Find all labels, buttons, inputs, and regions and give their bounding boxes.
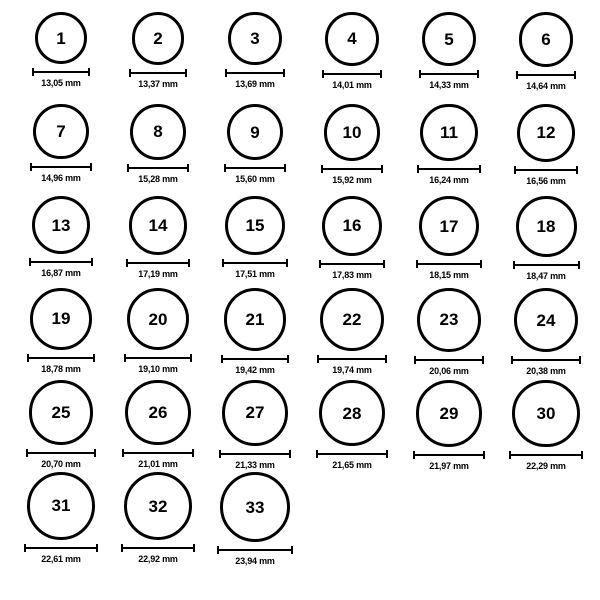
ring-diameter-label: 16,56 mm xyxy=(526,175,566,186)
ring-diameter-label: 23,94 mm xyxy=(235,556,275,566)
measure-cap-right xyxy=(185,69,187,77)
ring-size-label: 28 xyxy=(342,403,362,423)
measure-cap-right xyxy=(482,356,484,364)
measure-line xyxy=(322,73,382,75)
ring-circle xyxy=(325,12,379,66)
measure-cap-right xyxy=(386,450,388,458)
measure-cap-right xyxy=(88,68,90,76)
diameter-measure-bar xyxy=(126,259,191,266)
ring-circle xyxy=(319,380,385,446)
ring-size-cell xyxy=(115,288,201,374)
ring-diameter-label: 20,38 mm xyxy=(526,366,566,377)
ring-size-cell xyxy=(18,380,104,469)
ring-size-label: 11 xyxy=(440,123,458,143)
ring-circle xyxy=(225,196,284,255)
ring-size-cell xyxy=(115,196,201,279)
ring-size-cell xyxy=(309,104,395,185)
diameter-measure-bar xyxy=(29,258,93,265)
diameter-measure-bar xyxy=(225,69,284,76)
measure-line xyxy=(419,73,479,75)
measure-line xyxy=(319,263,385,265)
measure-cap-left xyxy=(513,261,515,269)
ring-diameter-label: 20,70 mm xyxy=(41,458,81,469)
ring-size-cell xyxy=(212,288,298,375)
measure-cap-right xyxy=(90,163,92,171)
ring-diameter-label: 17,51 mm xyxy=(235,269,275,280)
measure-cap-left xyxy=(127,164,129,172)
ring-circle xyxy=(320,288,383,351)
diameter-measure-bar xyxy=(124,354,192,361)
ring-size-cell xyxy=(309,380,395,470)
ring-diameter-label: 15,92 mm xyxy=(332,174,372,185)
measure-cap-right xyxy=(385,355,387,363)
ring-circle xyxy=(228,12,281,65)
ring-size-label: 13 xyxy=(51,215,71,235)
ring-size-cell xyxy=(18,288,104,374)
diameter-measure-bar xyxy=(224,164,286,171)
ring-size-cell xyxy=(115,472,201,564)
ring-size-cell xyxy=(309,288,395,375)
measure-cap-left xyxy=(222,259,224,267)
diameter-measure-bar xyxy=(511,356,581,363)
ring-size-label: 27 xyxy=(245,403,265,423)
measure-cap-right xyxy=(286,259,288,267)
measure-cap-left xyxy=(322,70,324,78)
ring-size-cell xyxy=(503,380,589,471)
ring-size-cell xyxy=(212,12,298,89)
measure-cap-left xyxy=(514,166,516,174)
ring-size-cell xyxy=(115,12,201,89)
ring-size-label: 6 xyxy=(541,29,551,49)
measure-line xyxy=(29,261,93,263)
measure-cap-right xyxy=(574,71,576,79)
diameter-measure-bar xyxy=(316,450,388,457)
ring-size-cell xyxy=(406,288,492,376)
ring-size-cell xyxy=(18,196,104,278)
measure-cap-left xyxy=(30,163,32,171)
diameter-measure-bar xyxy=(27,354,95,361)
measure-cap-left xyxy=(126,259,128,267)
ring-circle xyxy=(129,196,188,255)
measure-cap-left xyxy=(516,71,518,79)
ring-diameter-label: 18,47 mm xyxy=(526,271,566,281)
ring-size-label: 16 xyxy=(342,216,362,236)
ring-diameter-label: 21,97 mm xyxy=(429,460,469,471)
ring-circle xyxy=(125,380,190,445)
ring-size-cell xyxy=(309,12,395,90)
measure-cap-right xyxy=(287,355,289,363)
ring-size-cell xyxy=(212,104,298,184)
measure-line xyxy=(30,166,91,168)
measure-line xyxy=(124,357,192,359)
measure-line xyxy=(225,72,284,74)
measure-cap-left xyxy=(122,449,124,457)
diameter-measure-bar xyxy=(513,261,580,268)
ring-size-label: 18 xyxy=(536,217,556,236)
ring-circle xyxy=(512,380,579,447)
measure-cap-right xyxy=(581,451,583,459)
measure-cap-left xyxy=(417,165,419,173)
measure-line xyxy=(217,549,293,551)
ring-circle xyxy=(130,104,186,160)
diameter-measure-bar xyxy=(509,451,582,458)
ring-size-cell xyxy=(309,196,395,280)
measure-cap-left xyxy=(419,70,421,78)
ring-size-cell xyxy=(503,104,589,186)
ring-size-cell xyxy=(503,196,589,281)
measure-cap-right xyxy=(289,450,291,458)
measure-cap-right xyxy=(187,164,189,172)
ring-circle xyxy=(514,288,578,352)
ring-circle xyxy=(517,104,575,162)
measure-cap-left xyxy=(416,260,418,268)
ring-circle xyxy=(417,288,481,352)
ring-size-label: 10 xyxy=(342,122,362,142)
measure-cap-right xyxy=(477,70,479,78)
measure-cap-left xyxy=(317,355,319,363)
ring-diameter-label: 14,64 mm xyxy=(526,80,566,91)
measure-cap-right xyxy=(291,546,293,554)
diameter-measure-bar xyxy=(217,546,293,553)
diameter-measure-bar xyxy=(32,68,90,75)
ring-size-label: 21 xyxy=(245,309,265,329)
measure-cap-left xyxy=(509,451,511,459)
ring-diameter-label: 14,33 mm xyxy=(429,80,469,91)
ring-circle xyxy=(416,380,483,447)
measure-cap-right xyxy=(284,164,286,172)
ring-circle xyxy=(422,12,476,66)
ring-diameter-label: 22,92 mm xyxy=(138,554,178,565)
ring-circle xyxy=(33,104,88,159)
measure-line xyxy=(416,263,482,265)
measure-line xyxy=(321,168,384,170)
ring-diameter-label: 14,96 mm xyxy=(41,173,81,184)
measure-cap-left xyxy=(319,260,321,268)
ring-size-cell xyxy=(503,288,589,376)
ring-circle xyxy=(220,472,290,542)
diameter-measure-bar xyxy=(127,164,189,171)
ring-diameter-label: 13,69 mm xyxy=(235,79,275,90)
measure-cap-right xyxy=(480,260,482,268)
ring-size-cell xyxy=(212,380,298,470)
measure-cap-left xyxy=(217,546,219,554)
measure-cap-left xyxy=(32,68,34,76)
measure-cap-right xyxy=(283,69,285,77)
diameter-measure-bar xyxy=(26,449,97,456)
ring-diameter-label: 20,06 mm xyxy=(429,365,469,376)
ring-size-label: 30 xyxy=(536,404,556,424)
ring-circle xyxy=(30,288,92,350)
diameter-measure-bar xyxy=(319,260,385,267)
ring-size-label: 2 xyxy=(153,28,163,48)
measure-line xyxy=(27,357,95,359)
ring-circle xyxy=(322,196,382,256)
measure-cap-right xyxy=(576,166,578,174)
ring-diameter-label: 18,15 mm xyxy=(429,270,469,281)
measure-cap-right xyxy=(479,165,481,173)
ring-diameter-label: 19,42 mm xyxy=(235,364,275,375)
measure-line xyxy=(221,358,290,360)
ring-size-label: 20 xyxy=(148,309,168,329)
measure-cap-left xyxy=(29,258,31,266)
ring-size-label: 15 xyxy=(245,216,265,236)
ring-circle xyxy=(419,196,479,256)
diameter-measure-bar xyxy=(317,355,386,362)
ring-diameter-label: 16,24 mm xyxy=(429,175,469,186)
ring-diameter-label: 17,83 mm xyxy=(332,269,372,280)
diameter-measure-bar xyxy=(417,165,480,172)
measure-cap-right xyxy=(192,449,194,457)
measure-line xyxy=(122,452,193,454)
ring-size-cell xyxy=(406,104,492,185)
ring-size-cell xyxy=(115,104,201,184)
ring-diameter-label: 15,60 mm xyxy=(235,174,275,185)
measure-line xyxy=(413,454,486,456)
measure-cap-right xyxy=(91,258,93,266)
ring-diameter-label: 21,01 mm xyxy=(138,459,178,470)
diameter-measure-bar xyxy=(322,70,382,77)
ring-circle xyxy=(132,12,185,65)
measure-line xyxy=(127,167,189,169)
diameter-measure-bar xyxy=(222,259,287,266)
measure-cap-left xyxy=(219,450,221,458)
measure-line xyxy=(121,547,195,549)
measure-cap-right xyxy=(579,356,581,364)
measure-cap-left xyxy=(27,354,29,362)
diameter-measure-bar xyxy=(121,544,195,551)
ring-circle xyxy=(27,472,95,540)
measure-line xyxy=(222,262,287,264)
measure-line xyxy=(316,453,388,455)
measure-cap-left xyxy=(121,544,123,552)
ring-circle xyxy=(222,380,288,446)
measure-cap-left xyxy=(225,69,227,77)
measure-cap-right xyxy=(380,70,382,78)
ring-size-label: 14 xyxy=(148,215,168,235)
ring-size-label: 7 xyxy=(56,122,66,142)
measure-line xyxy=(129,72,188,74)
measure-cap-left xyxy=(316,450,318,458)
ring-size-cell xyxy=(503,12,589,91)
ring-diameter-label: 22,61 mm xyxy=(41,553,81,564)
measure-cap-left xyxy=(124,354,126,362)
measure-cap-left xyxy=(221,355,223,363)
ring-diameter-label: 17,19 mm xyxy=(138,268,178,279)
measure-cap-right xyxy=(193,544,195,552)
ring-size-label: 12 xyxy=(536,123,556,143)
ring-diameter-label: 21,65 mm xyxy=(332,460,372,471)
ring-size-cell xyxy=(18,12,104,88)
ring-diameter-label: 13,05 mm xyxy=(41,78,81,88)
ring-circle xyxy=(519,12,574,67)
diameter-measure-bar xyxy=(24,544,98,551)
ring-circle xyxy=(516,196,577,257)
measure-line xyxy=(126,262,191,264)
ring-diameter-label: 21,33 mm xyxy=(235,459,275,470)
measure-cap-right xyxy=(188,259,190,267)
ring-size-label: 33 xyxy=(245,497,265,517)
measure-cap-right xyxy=(483,451,485,459)
ring-diameter-label: 15,28 mm xyxy=(138,173,178,184)
diameter-measure-bar xyxy=(321,165,384,172)
ring-size-cell xyxy=(212,196,298,279)
measure-line xyxy=(224,167,286,169)
measure-cap-left xyxy=(413,451,415,459)
measure-cap-right xyxy=(96,544,98,552)
ring-circle xyxy=(124,472,192,540)
ring-size-label: 5 xyxy=(444,29,454,49)
measure-cap-right xyxy=(93,354,95,362)
measure-line xyxy=(514,169,578,171)
ring-circle xyxy=(227,104,283,160)
diameter-measure-bar xyxy=(419,70,479,77)
measure-line xyxy=(32,71,90,73)
ring-circle xyxy=(35,12,87,64)
ring-diameter-label: 18,78 mm xyxy=(41,363,81,374)
ring-diameter-label: 13,37 mm xyxy=(138,78,178,89)
ring-size-cell xyxy=(406,380,492,471)
diameter-measure-bar xyxy=(516,71,577,78)
ring-size-label: 4 xyxy=(347,29,357,49)
ring-size-cell xyxy=(212,472,298,566)
diameter-measure-bar xyxy=(129,69,188,76)
ring-circle xyxy=(420,104,477,161)
diameter-measure-bar xyxy=(413,451,486,458)
ring-size-cell xyxy=(18,104,104,183)
diameter-measure-bar xyxy=(514,166,578,173)
measure-cap-right xyxy=(94,449,96,457)
measure-line xyxy=(26,452,97,454)
measure-cap-right xyxy=(381,165,383,173)
ring-size-label: 3 xyxy=(250,29,260,49)
ring-size-label: 23 xyxy=(439,310,459,330)
measure-line xyxy=(509,454,582,456)
measure-line xyxy=(417,168,480,170)
measure-cap-left xyxy=(24,544,26,552)
diameter-measure-bar xyxy=(122,449,193,456)
measure-cap-right xyxy=(383,260,385,268)
ring-size-label: 19 xyxy=(51,309,71,329)
measure-line xyxy=(317,358,386,360)
ring-circle xyxy=(127,288,189,350)
ring-size-label: 8 xyxy=(153,122,163,142)
diameter-measure-bar xyxy=(416,260,482,267)
ring-size-label: 32 xyxy=(148,496,168,516)
measure-cap-left xyxy=(414,356,416,364)
ring-size-label: 1 xyxy=(56,28,66,48)
ring-size-label: 24 xyxy=(536,310,556,330)
ring-circle xyxy=(324,104,381,161)
ring-circle xyxy=(29,380,94,445)
ring-size-label: 29 xyxy=(439,403,459,423)
ring-diameter-label: 19,10 mm xyxy=(138,364,178,374)
measure-cap-left xyxy=(321,165,323,173)
measure-cap-left xyxy=(511,356,513,364)
ring-size-label: 31 xyxy=(51,496,71,516)
diameter-measure-bar xyxy=(30,163,91,170)
measure-line xyxy=(24,547,98,549)
ring-circle xyxy=(32,196,90,254)
ring-size-label: 26 xyxy=(148,403,168,423)
measure-line xyxy=(414,359,484,361)
ring-size-label: 22 xyxy=(342,310,362,330)
ring-size-label: 9 xyxy=(250,122,260,142)
ring-diameter-label: 19,74 mm xyxy=(332,365,372,376)
ring-size-cell xyxy=(18,472,104,564)
measure-cap-right xyxy=(190,354,192,362)
measure-cap-left xyxy=(129,69,131,77)
ring-size-label: 25 xyxy=(51,402,71,422)
ring-size-cell xyxy=(406,196,492,280)
measure-line xyxy=(516,74,577,76)
ring-circle xyxy=(224,288,287,351)
ring-diameter-label: 16,87 mm xyxy=(41,268,81,279)
measure-line xyxy=(511,359,581,361)
measure-cap-right xyxy=(578,261,580,269)
ring-diameter-label: 22,29 mm xyxy=(526,461,566,472)
ring-size-cell xyxy=(115,380,201,469)
diameter-measure-bar xyxy=(414,356,484,363)
measure-cap-left xyxy=(224,164,226,172)
ring-size-label: 17 xyxy=(439,216,459,236)
ring-size-cell xyxy=(406,12,492,90)
diameter-measure-bar xyxy=(219,450,291,457)
measure-line xyxy=(219,453,291,455)
measure-cap-left xyxy=(26,449,28,457)
measure-line xyxy=(513,264,580,266)
diameter-measure-bar xyxy=(221,355,290,362)
ring-diameter-label: 14,01 mm xyxy=(332,79,372,90)
